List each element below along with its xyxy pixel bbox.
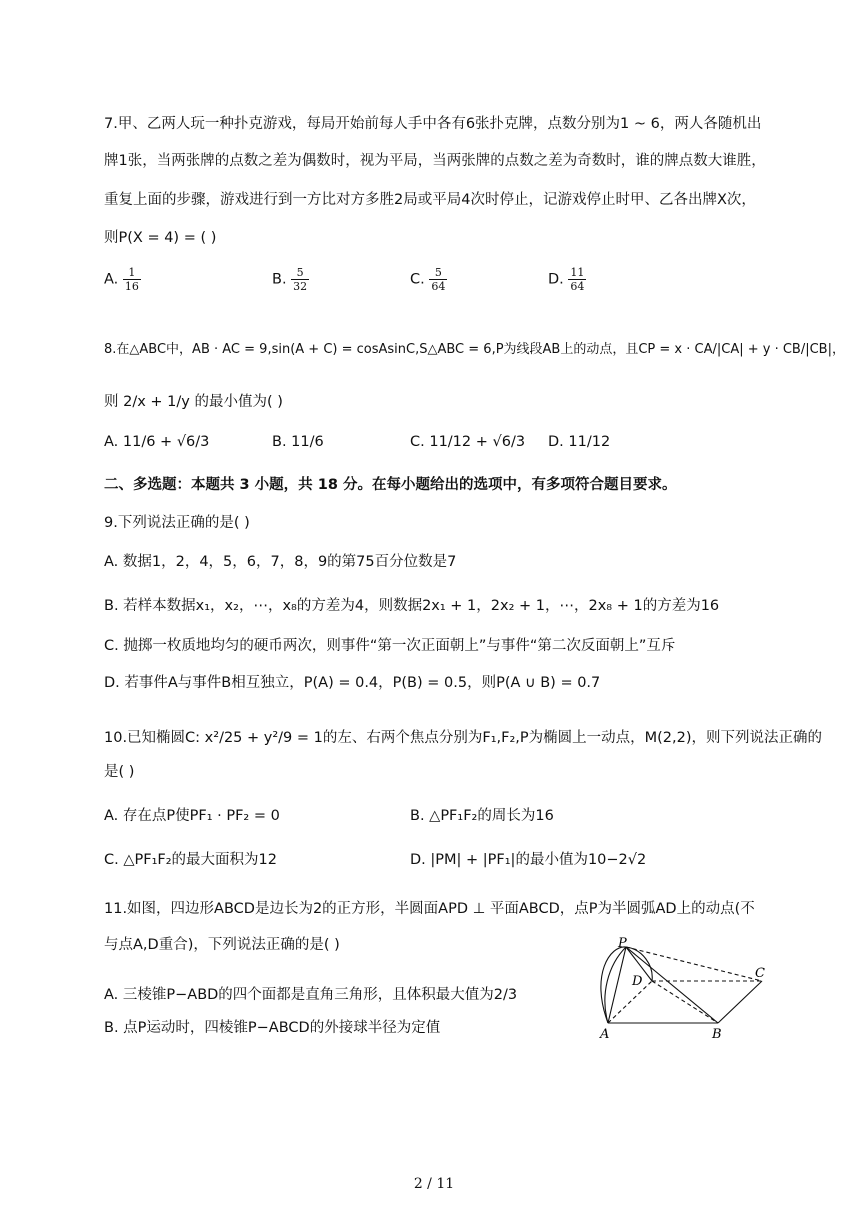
q9-stem: 9.下列说法正确的是( ): [104, 515, 250, 531]
option-label: B.: [272, 271, 287, 288]
q11-option-b: B. 点P运动时，四棱锥P−ABCD的外接球半径为定值: [104, 1020, 441, 1036]
q8-line2: 则 2/x + 1/y 的最小值为( ): [104, 394, 283, 410]
option-value: 11/12: [568, 434, 611, 450]
label-a: A: [600, 1027, 610, 1042]
option-label: D.: [548, 434, 564, 450]
option-fraction: $\frac{5}{64}$: [431, 266, 446, 293]
label-b: B: [712, 1027, 722, 1042]
q8-line1: 8.在△ABC中，AB · AC = 9,sin(A + C) = cosAsinC,S△ABC = 6,P为线段AB上的动点，且CP = x · CA/|CA| + y · CB/|CB|，: [104, 342, 845, 357]
option-label: A.: [104, 434, 119, 450]
q11-line2: 与点A,D重合)，下列说法正确的是( ): [104, 937, 340, 953]
q10-option-b: B. △PF₁F₂的周长为16: [410, 808, 554, 824]
edge-db: [652, 981, 718, 1023]
q10-line2: 是( ): [104, 764, 135, 780]
option-value: 11/12 + √6/3: [429, 434, 526, 450]
edge-ad: [608, 981, 652, 1023]
page-number: 2 / 11: [413, 1176, 455, 1192]
option-fraction: $\frac{5}{32}$: [293, 266, 308, 293]
q10-option-c: C. △PF₁F₂的最大面积为12: [104, 852, 277, 868]
q8-option-a: [104, 432, 209, 452]
q7-line2: 牌1张，当两张牌的点数之差为偶数时，视为平局，当两张牌的点数之差为奇数时，谁的牌点数大谁胜，: [104, 153, 766, 169]
edge-bc: [718, 981, 762, 1023]
q9-option-d: D. 若事件A与事件B相互独立，P(A) = 0.4，P(B) = 0.5，则P(A ∪ B) = 0.7: [104, 675, 601, 691]
q10-option-d: D. |PM| + |PF₁|的最小值为10−2√2: [410, 852, 647, 868]
q8-option-c: [410, 432, 525, 452]
q7-option-a: [104, 266, 141, 293]
q11-line1: 11.如图，四边形ABCD是边长为2的正方形，半圆面APD ⊥ 平面ABCD，点P为半圆弧AD上的动点(不: [104, 901, 755, 917]
label-p: P: [618, 936, 627, 951]
option-fraction: $\frac{11}{64}$: [570, 266, 585, 293]
q7-option-c: [410, 266, 447, 293]
q8-option-b: [272, 432, 324, 452]
q9-option-c: C. 抛掷一枚质地均匀的硬币两次，则事件“第一次正面朝上”与事件“第二次反面朝上”互斥: [104, 638, 676, 654]
option-label: A.: [104, 271, 119, 288]
option-value: 11/6 + √6/3: [122, 434, 210, 450]
q7-option-b: [272, 266, 309, 293]
q7-line4: 则P(X = 4) = ( ): [104, 230, 217, 246]
option-label: C.: [410, 434, 425, 450]
option-label: D.: [548, 271, 564, 288]
q7-option-d: [548, 266, 586, 293]
option-label: B.: [272, 434, 287, 450]
q7-line3: 重复上面的步骤，游戏进行到一方比对方多胜2局或平局4次时停止，记游戏停止时甲、乙各出牌X次，: [104, 192, 756, 208]
q10-line1: 10.已知椭圆C: x²/25 + y²/9 = 1的左、右两个焦点分别为F₁,F₂,P为椭圆上一动点，M(2,2)，则下列说法正确的: [104, 730, 823, 746]
label-d: D: [632, 974, 643, 989]
pyramid-figure: [590, 935, 780, 1045]
option-fraction: $\frac{1}{16}$: [124, 266, 139, 293]
option-label: C.: [410, 271, 425, 288]
option-value: 11/6: [291, 434, 324, 450]
label-c: C: [755, 966, 765, 981]
semicircle-arc: [601, 947, 652, 1023]
q10-option-a: A. 存在点P使PF₁ · PF₂ = 0: [104, 808, 280, 824]
q11-option-a: A. 三棱锥P−ABD的四个面都是直角三角形，且体积最大值为2/3: [104, 987, 518, 1003]
q9-option-b: B. 若样本数据x₁，x₂，⋯，x₈的方差为4，则数据2x₁ + 1，2x₂ + 1，⋯，2x₈ + 1的方差为16: [104, 598, 720, 614]
q8-option-d: [548, 432, 610, 452]
q9-option-a: A. 数据1，2，4，5，6，7，8，9的第75百分位数是7: [104, 554, 457, 570]
section-heading: 二、多选题：本题共 3 小题，共 18 分。在每小题给出的选项中，有多项符合题目要求。: [104, 477, 677, 493]
q7-line1: 7.甲、乙两人玩一种扑克游戏，每局开始前每人手中各有6张扑克牌，点数分别为1 ~ 6，两人各随机出: [104, 116, 762, 132]
